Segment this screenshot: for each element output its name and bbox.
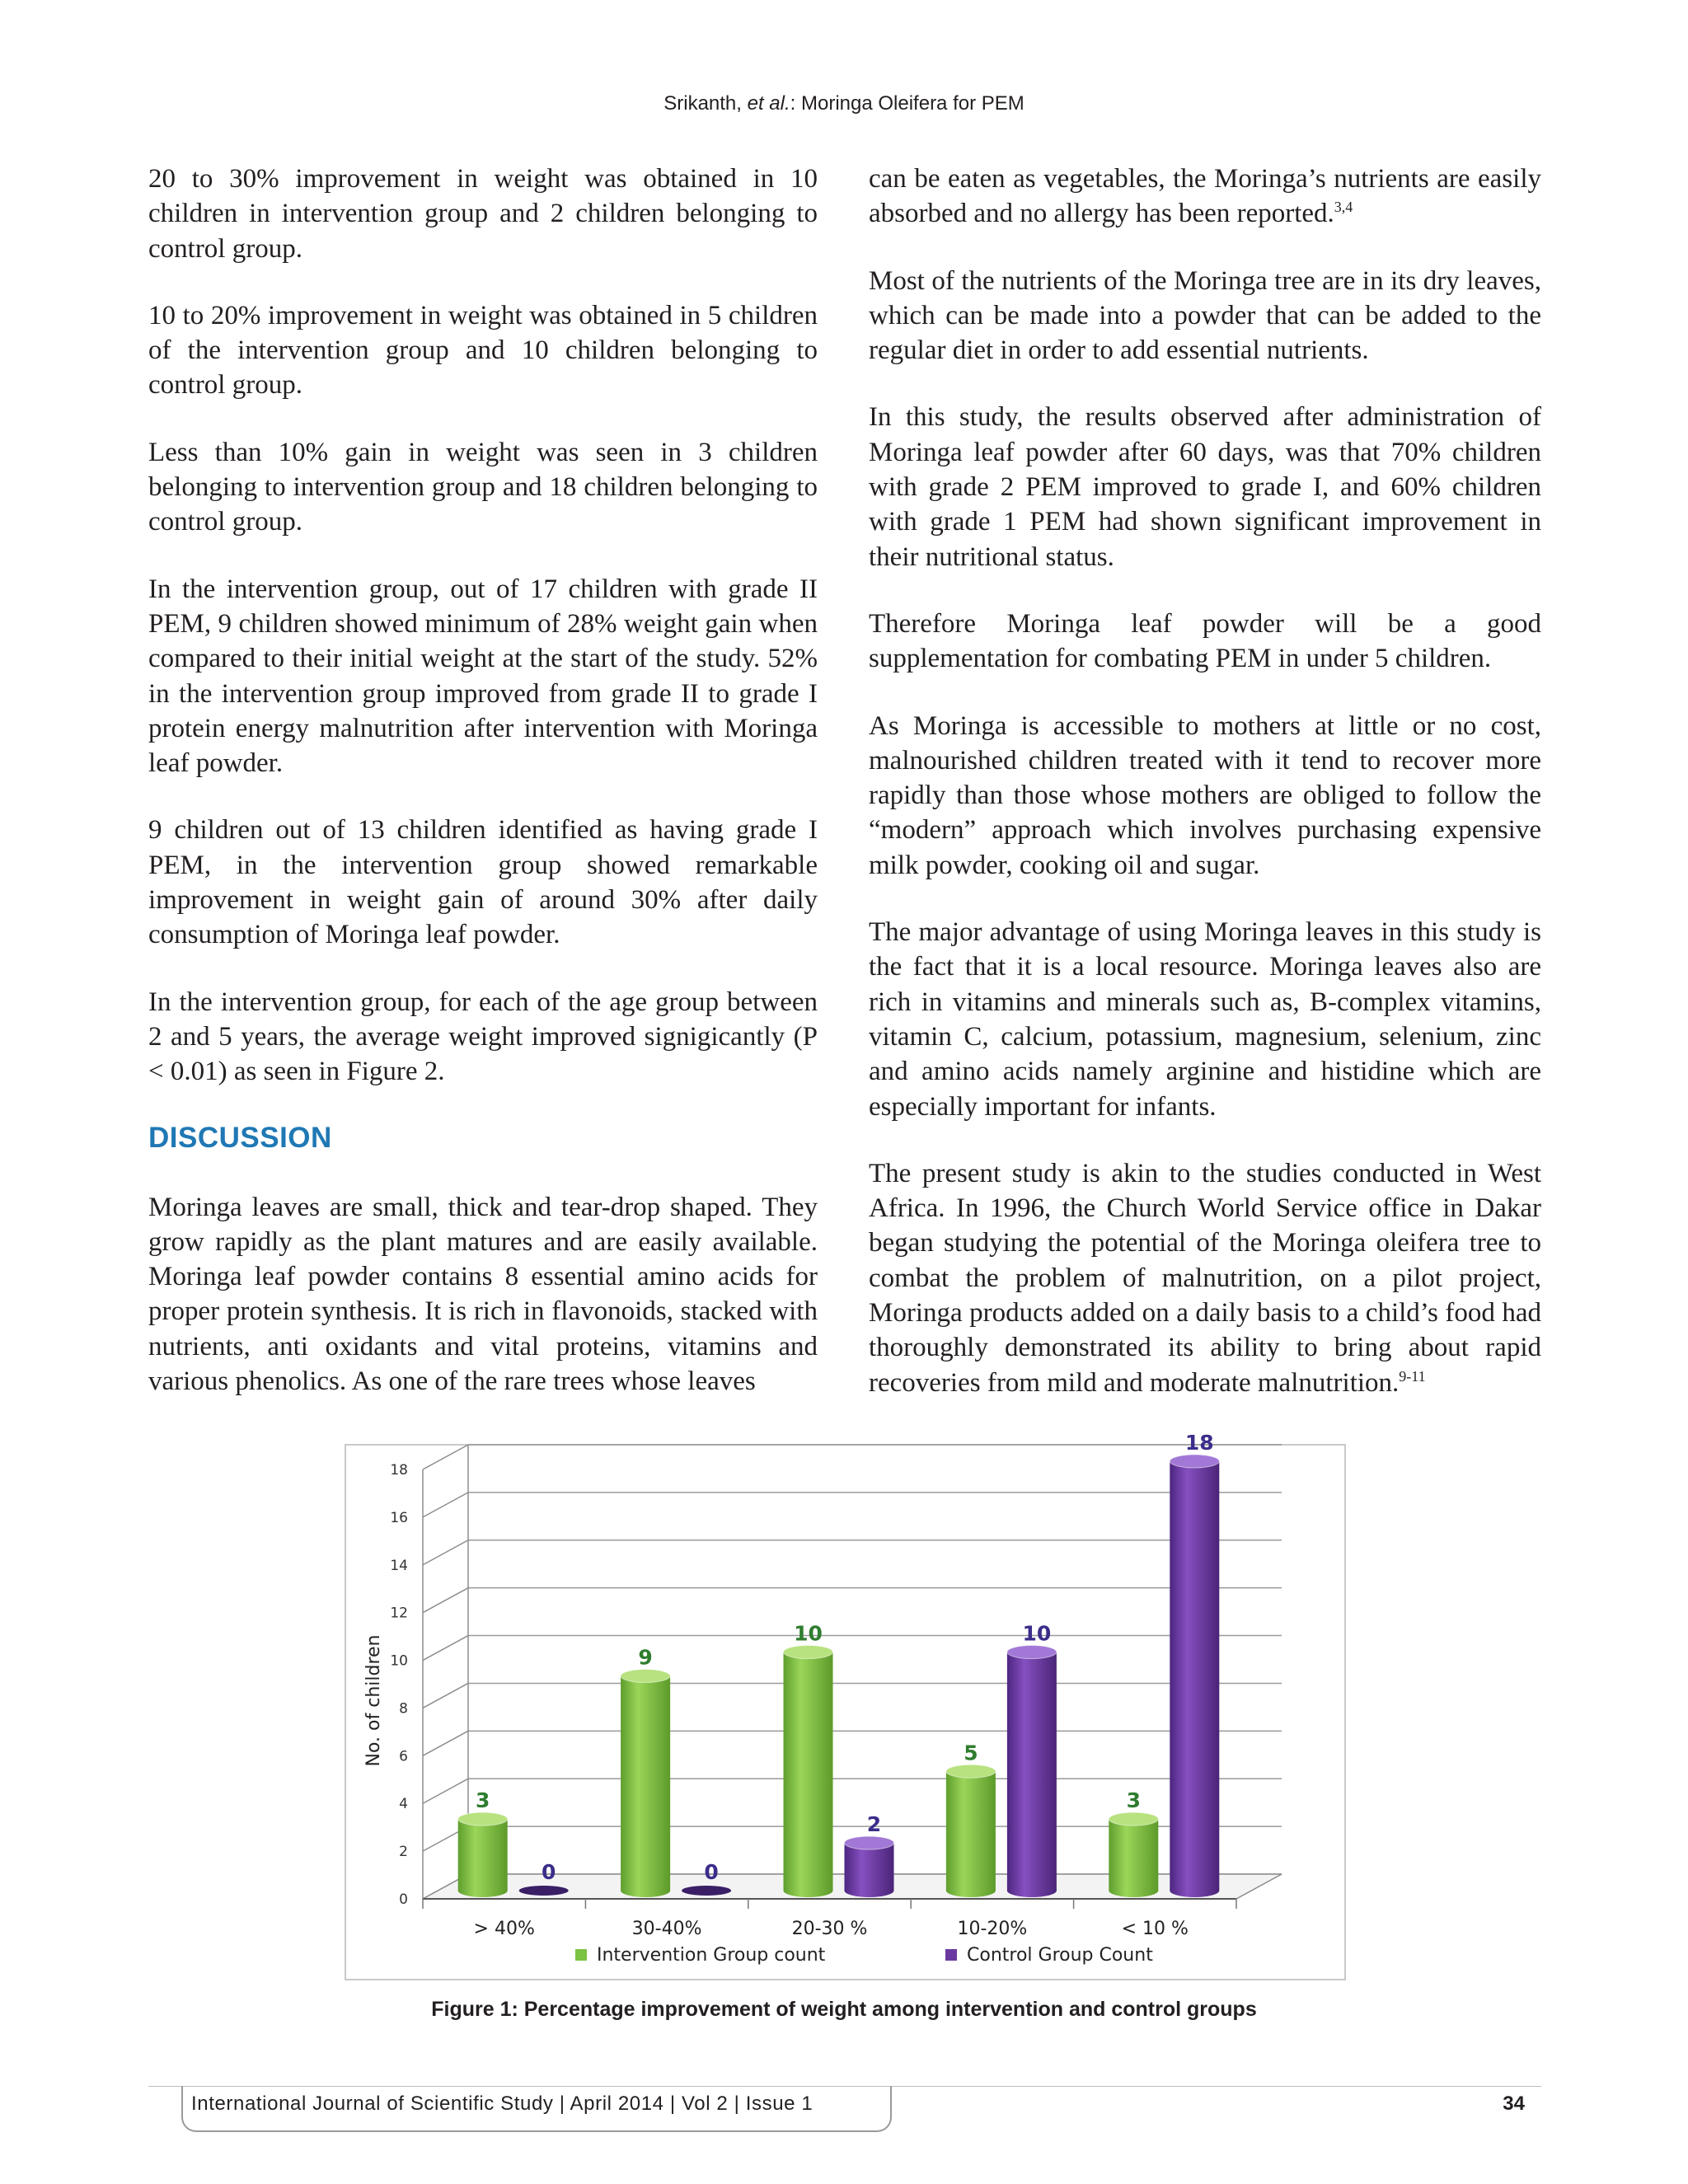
bar-base: [1170, 1884, 1219, 1897]
paragraph: Most of the nutrients of the Moringa tree are in its dry leaves, which can be made into a powder that can be added to the regular diet in order to add essential nutrients.: [869, 265, 1541, 366]
x-tick-label: 10-20%: [957, 1919, 1028, 1939]
gridline-diagonal: [423, 1588, 468, 1613]
intervention-bar: [946, 1771, 996, 1891]
control-bar: [1170, 1461, 1219, 1891]
figure-chart-frame: [345, 1431, 1346, 1980]
bar-cap: [1007, 1646, 1057, 1659]
bar-cap: [784, 1646, 833, 1659]
data-label: 0: [704, 1860, 719, 1884]
paragraph: As Moringa is accessible to mothers at little or no cost, malnourished children treated with it tend to recover more rapidly than those whose mothers are obliged to follow the “modern” approach which involves purchasing expensive milk powder, cooking oil and sugar.: [869, 710, 1541, 880]
gridline-diagonal: [423, 1636, 468, 1661]
bar-base: [458, 1884, 508, 1897]
data-label: 0: [541, 1860, 556, 1884]
paragraph: 10 to 20% improvement in weight was obtained in 5 children of the intervention group and 10 children belonging to control group.: [148, 300, 818, 401]
x-tick-label: 30-40%: [631, 1919, 702, 1939]
intervention-bar: [1109, 1819, 1158, 1891]
paragraph-text: can be eaten as vegetables, the Moringa’s nutrients are easily absorbed and no allergy has been reported.: [869, 164, 1541, 229]
figure-caption: Figure 1: Percentage improvement of weight among intervention and control groups: [431, 1998, 1257, 2021]
y-tick-label: 6: [399, 1748, 408, 1765]
y-tick-label: 2: [399, 1844, 408, 1861]
paragraph: Less than 10% gain in weight was seen in 3 children belonging to intervention group and 18 children belonging to control group.: [148, 437, 818, 537]
gridline-diagonal: [423, 1540, 468, 1565]
running-head-title: : Moringa Oleifera for PEM: [790, 92, 1025, 115]
y-axis-label: No. of children: [363, 1634, 384, 1767]
bar-cap: [946, 1765, 996, 1778]
x-tick-label: > 40%: [473, 1919, 535, 1939]
bar-base: [946, 1884, 996, 1897]
control-bar: [1007, 1652, 1057, 1891]
data-label: 5: [964, 1741, 978, 1765]
paragraph: 9 children out of 13 children identified as having grade I PEM, in the intervention group showed remarkable improvement in weight gain of around 30% after daily consumption of Moringa leaf powder.: [148, 815, 818, 950]
discussion-heading: DISCUSSION: [148, 1121, 332, 1154]
y-tick-label: 12: [390, 1605, 408, 1622]
right-column: [869, 162, 1541, 1432]
running-head-author: Srikanth,: [663, 92, 742, 115]
paragraph: Moringa leaves are small, thick and tear-drop shaped. They grow rapidly as the plant matures and are easily available. Moringa leaf powder contains 8 essential amino acids for proper protein synthesis. It is rich in flavonoids, stacked with nutrients, anti oxidants and vital proteins, vitamins and various phenolics. As one of the rare trees whose leaves: [148, 1192, 818, 1397]
paragraph: [869, 162, 1541, 232]
x-tick-label: 20-30 %: [791, 1919, 868, 1939]
paragraph-text: The present study is akin to the studies conducted in West Africa. In 1996, the Church World Service office in Dakar began studying the potential of the Moringa oleifera tree to combat the problem of malnutrition, on a pilot project, Moringa products added on a daily basis to a child’s food had thoroughly demonstrated its ability to bring about rapid recoveries from mild and moderate malnutrition.: [869, 1158, 1541, 1398]
y-tick-label: 4: [399, 1796, 408, 1813]
control-bar: [845, 1843, 894, 1891]
paragraph: The major advantage of using Moringa leaves in this study is the fact that it is a local resource. Moringa leaves also are rich in vitamins and minerals such as, B-complex vitamins, vitamin C, calcium, potassium, magnesium, selenium, zinc and amino acids namely arginine and histidine which are especially important for infants.: [869, 917, 1541, 1122]
data-label: 2: [866, 1812, 882, 1837]
gridline-diagonal: [423, 1683, 468, 1708]
legend-swatch-intervention: [575, 1949, 587, 1961]
running-head: [0, 92, 1688, 115]
bar-base: [621, 1884, 670, 1897]
control-bar: [682, 1886, 731, 1896]
data-label: 3: [1126, 1788, 1142, 1813]
data-label: 18: [1184, 1431, 1214, 1455]
footer-journal: International Journal of Scientific Study | April 2014 | Vol 2 | Issue 1: [191, 2093, 814, 2115]
bar-cap: [845, 1836, 894, 1849]
data-label: 3: [475, 1788, 490, 1813]
bar-base: [1007, 1884, 1057, 1897]
data-label: 10: [794, 1621, 823, 1646]
gridline-diagonal: [423, 1779, 468, 1803]
paragraph: In the intervention group, for each of the age group between 2 and 5 years, the average weight improved signigicantly (P < 0.01) as seen in Figure 2.: [148, 987, 818, 1087]
running-head-etal: et al.: [747, 92, 790, 115]
y-tick-label: 0: [399, 1891, 408, 1908]
intervention-bar: [458, 1819, 508, 1891]
paragraph: Therefore Moringa leaf powder will be a good supplementation for combating PEM in under 5 children.: [869, 608, 1541, 674]
y-tick-label: 8: [399, 1700, 408, 1718]
data-label: 9: [638, 1645, 653, 1670]
legend-label: Intervention Group count: [597, 1945, 826, 1966]
bar-cap: [621, 1670, 670, 1683]
gridline-diagonal: [423, 1493, 468, 1517]
left-column: [148, 162, 818, 1431]
paragraph: In the intervention group, out of 17 children with grade II PEM, 9 children showed minimum of 28% weight gain when compared to their initial weight at the start of the study. 52% in the intervention group improved from grade II to grade I protein energy malnutrition after intervention with Moringa leaf powder.: [148, 574, 818, 779]
paragraph: In this study, the results observed after administration of Moringa leaf powder after 60 days, was that 70% children with grade 2 PEM improved to grade I, and 60% children with grade 1 PEM had shown significant improvement in their nutritional status.: [869, 402, 1541, 572]
data-label: 10: [1022, 1621, 1052, 1646]
bar-base: [784, 1884, 833, 1897]
page-number: 34: [1503, 2093, 1525, 2115]
legend-label: Control Group Count: [967, 1945, 1153, 1966]
bar-chart: [346, 1431, 1344, 1979]
y-tick-label: 10: [390, 1652, 408, 1670]
y-tick-label: 14: [390, 1557, 408, 1574]
bar-base: [1109, 1884, 1158, 1897]
citation-ref: 3,4: [1334, 199, 1353, 216]
gridline-diagonal: [423, 1731, 468, 1755]
bar-cap: [1170, 1455, 1219, 1468]
y-tick-label: 16: [390, 1509, 408, 1526]
paragraph: [869, 1156, 1541, 1400]
y-tick-label: 18: [390, 1462, 408, 1479]
bar-cap: [1109, 1812, 1158, 1825]
intervention-bar: [784, 1652, 833, 1891]
paragraph: 20 to 30% improvement in weight was obtained in 10 children in intervention group and 2 children belonging to control group.: [148, 164, 818, 264]
x-tick-label: < 10 %: [1121, 1919, 1189, 1939]
intervention-bar: [621, 1676, 670, 1891]
gridline-diagonal: [423, 1445, 468, 1469]
citation-ref: 9-11: [1399, 1367, 1426, 1385]
control-bar: [519, 1886, 569, 1896]
bar-base: [845, 1884, 894, 1897]
bar-cap: [458, 1812, 508, 1825]
legend-swatch-control: [945, 1949, 957, 1961]
